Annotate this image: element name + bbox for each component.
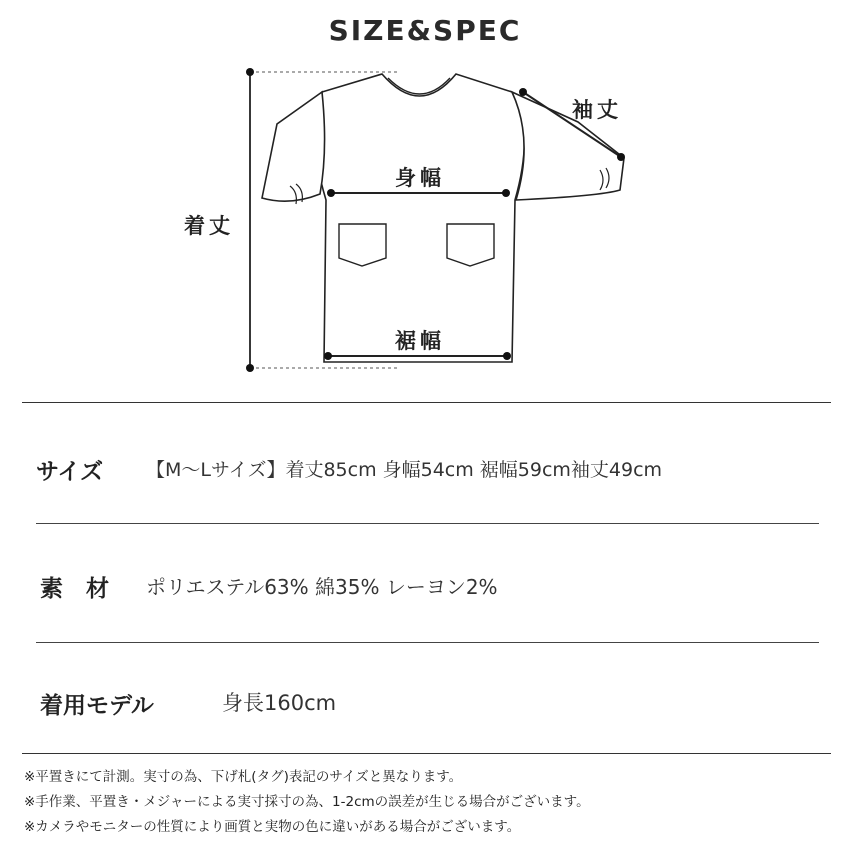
label-length: 着丈 (184, 214, 234, 238)
spec-key: 着用モデル (40, 693, 154, 719)
page-title: SIZE&SPEC (328, 14, 522, 47)
label-sleeve: 袖丈 (572, 98, 622, 122)
spec-row-size (22, 403, 831, 523)
spec-table (22, 402, 831, 754)
spec-value: 【M〜Lサイズ】着丈85cm 身幅54cm 裾幅59cm袖丈49cm (146, 459, 663, 481)
left-pocket (339, 224, 386, 266)
spec-row-model (22, 643, 831, 753)
spec-row-material (22, 524, 831, 642)
label-hem: 裾幅 (391, 325, 449, 355)
spec-value: 身長160cm (222, 691, 337, 715)
label-chest: 身幅 (391, 162, 449, 192)
shirt-outline (314, 74, 524, 362)
note-1: ※平置きにて計測。実寸の為、下げ札(タグ)表記のサイズと異なります。 (24, 769, 463, 785)
spec-value: ポリエステル63% 綿35% レーヨン2% (146, 575, 498, 599)
note-3: ※カメラやモニターの性質により画質と実物の色に違いがある場合がございます。 (24, 819, 521, 835)
spec-key: サイズ (36, 459, 104, 485)
right-pocket (447, 224, 494, 266)
left-sleeve (262, 92, 325, 201)
note-2: ※手作業、平置き・メジャーによる実寸採寸の為、1-2cmの誤差が生じる場合がございます。 (24, 794, 590, 810)
spec-key: 素 材 (40, 576, 109, 602)
